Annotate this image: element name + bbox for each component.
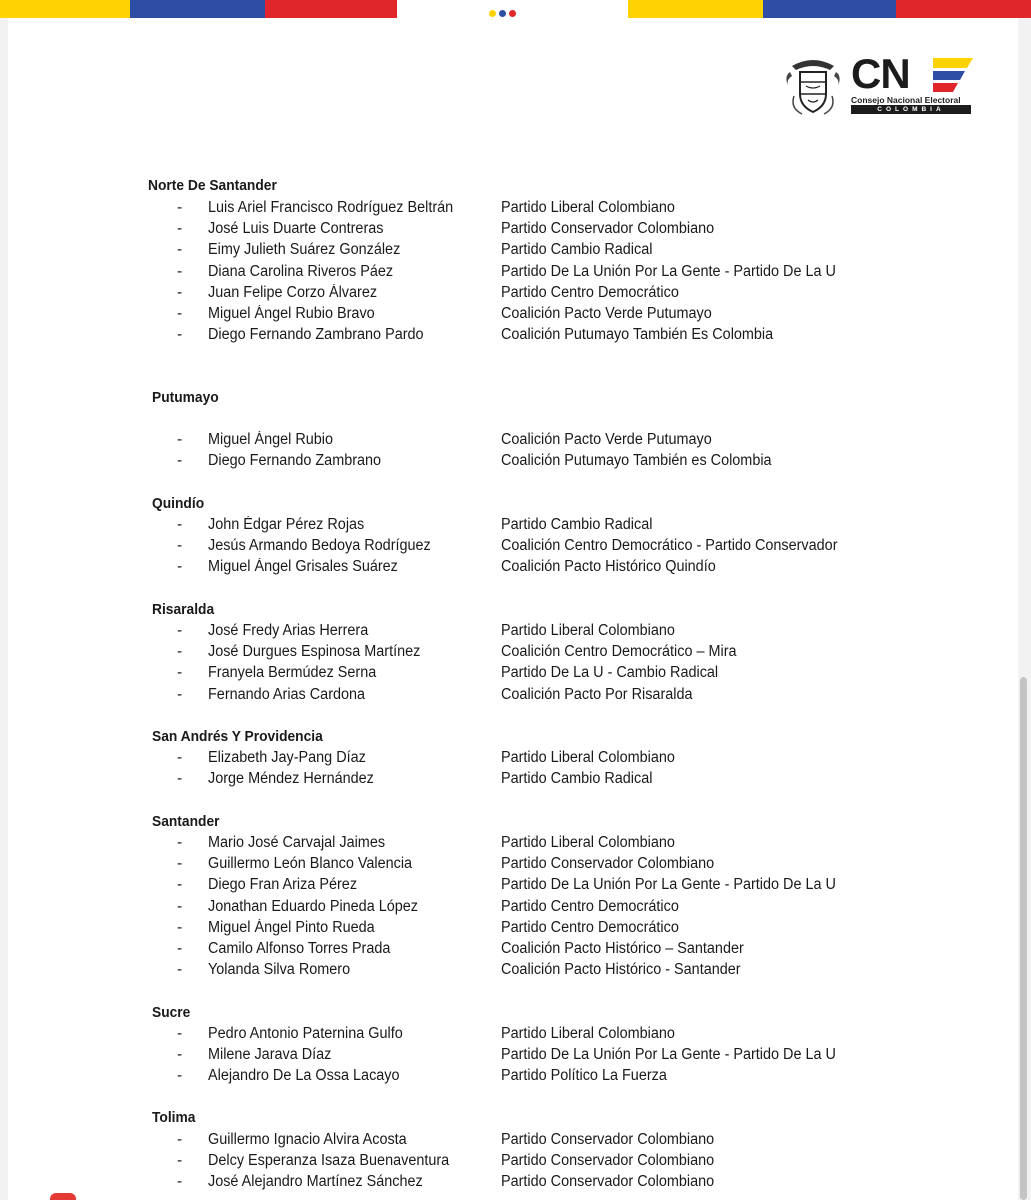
list-item (0, 263, 1031, 284)
list-dash: - (177, 516, 183, 533)
delegate-party: Partido Cambio Radical (501, 770, 653, 788)
list-dash: - (177, 685, 183, 703)
list-item (0, 431, 1031, 452)
list-item (0, 834, 1031, 855)
cne-logo (782, 50, 982, 118)
delegate-name: Elizabeth Jay-Pang Díaz (208, 749, 366, 766)
logo-country: COLOMBIA (851, 105, 971, 114)
delegate-party: Coalición Pacto Histórico - Santander (501, 961, 741, 979)
list-item (0, 1173, 1031, 1194)
delegate-party: Partido Conservador Colombiano (501, 220, 715, 238)
delegate-name: Jesús Armando Bedoya Rodríguez (208, 537, 431, 555)
dot-red (509, 10, 516, 17)
list-dash: - (177, 876, 183, 894)
delegate-name: Jonathan Eduardo Pineda López (208, 897, 418, 915)
band-red-right (896, 0, 1031, 18)
delegate-name: Diego Fernando Zambrano (208, 452, 382, 470)
delegate-party: Partido Liberal Colombiano (501, 749, 675, 766)
list-dash: - (177, 961, 183, 979)
delegate-name: José Alejandro Martínez Sánchez (208, 1173, 423, 1191)
list-item (0, 749, 1031, 770)
list-item (0, 770, 1031, 791)
list-dash: - (177, 262, 183, 280)
delegate-name: Diego Fernando Zambrano Pardo (208, 326, 424, 344)
band-yellow-left (0, 0, 130, 18)
delegate-party: Coalición Pacto Verde Putumayo (501, 431, 712, 448)
delegate-name: Fernando Arias Cardona (208, 685, 366, 703)
delegate-party: Partido De La Unión Por La Gente - Partido De La U (501, 262, 836, 280)
delegate-party: Partido Centro Democrático (501, 897, 679, 915)
list-dash: - (177, 305, 183, 322)
region-heading: Tolima (152, 1109, 196, 1126)
list-dash: - (177, 855, 183, 873)
delegate-name: Camilo Alfonso Torres Prada (208, 940, 391, 957)
list-item (0, 284, 1031, 305)
list-dash: - (177, 1173, 183, 1191)
delegate-name: Miguel Ángel Rubio (208, 431, 334, 448)
list-dash: - (177, 220, 183, 238)
flag-dots (489, 4, 519, 12)
list-dash: - (177, 1067, 183, 1085)
delegate-name: John Édgar Pérez Rojas (208, 516, 365, 533)
delegate-name: Eimy Julieth Suárez González (208, 241, 401, 259)
region-heading: Risaralda (152, 601, 215, 618)
list-dash: - (177, 940, 183, 957)
region-heading: Quindío (152, 495, 205, 512)
region-heading: Santander (152, 813, 220, 830)
list-item (0, 961, 1031, 982)
delegate-party: Partido Centro Democrático (501, 283, 679, 301)
list-dash: - (177, 431, 183, 448)
delegate-party: Partido De La Unión Por La Gente - Partido De La U (501, 876, 836, 894)
delegate-party: Partido De La U - Cambio Radical (501, 664, 719, 682)
list-item (0, 919, 1031, 940)
list-item (0, 1152, 1031, 1173)
list-dash: - (177, 834, 183, 851)
list-dash: - (177, 452, 183, 470)
dot-blue (499, 10, 506, 17)
list-item (0, 537, 1031, 558)
region-heading: Norte De Santander (148, 177, 277, 194)
list-item (0, 326, 1031, 347)
delegate-party: Partido Cambio Radical (501, 241, 653, 259)
list-dash: - (177, 664, 183, 682)
delegate-party: Partido Político La Fuerza (501, 1067, 667, 1085)
delegate-name: Miguel Ángel Rubio Bravo (208, 305, 375, 322)
delegate-party: Coalición Centro Democrático – Mira (501, 643, 737, 661)
delegate-name: Miguel Ángel Pinto Rueda (208, 918, 375, 936)
list-item (0, 199, 1031, 220)
band-yellow-right (628, 0, 763, 18)
delegate-name: Diego Fran Ariza Pérez (208, 876, 358, 894)
delegate-name: Mario José Carvajal Jaimes (208, 834, 386, 851)
list-item (0, 940, 1031, 961)
list-dash: - (177, 749, 183, 766)
delegate-name: Guillermo Ignacio Alvira Acosta (208, 1131, 407, 1148)
delegate-name: Pedro Antonio Paternina Gulfo (208, 1025, 403, 1042)
list-dash: - (177, 326, 183, 344)
delegate-party: Partido Cambio Radical (501, 516, 653, 533)
list-item (0, 686, 1031, 707)
delegate-party: Partido Liberal Colombiano (501, 1025, 675, 1042)
red-corner-marker (50, 1193, 76, 1200)
list-item (0, 898, 1031, 919)
list-dash: - (177, 1152, 183, 1170)
list-item (0, 1067, 1031, 1088)
region-heading: Putumayo (152, 389, 219, 406)
delegate-name: Yolanda Silva Romero (208, 961, 351, 979)
list-dash: - (177, 622, 183, 639)
delegate-name: José Luis Duarte Contreras (208, 220, 384, 238)
list-item (0, 876, 1031, 897)
list-item (0, 558, 1031, 579)
list-dash: - (177, 558, 183, 576)
band-blue-right (763, 0, 896, 18)
list-item (0, 1025, 1031, 1046)
delegate-party: Coalición Pacto Por Risaralda (501, 685, 693, 703)
delegate-party: Partido De La Unión Por La Gente - Partido De La U (501, 1046, 836, 1064)
delegate-party: Partido Liberal Colombiano (501, 622, 675, 639)
delegate-party: Coalición Pacto Histórico Quindío (501, 558, 716, 576)
delegate-party: Coalición Centro Democrático - Partido Conservador (501, 537, 838, 555)
delegate-party: Partido Conservador Colombiano (501, 855, 715, 873)
band-red-left (265, 0, 397, 18)
delegate-name: Juan Felipe Corzo Álvarez (208, 283, 378, 301)
region-heading: San Andrés Y Providencia (152, 728, 323, 745)
dot-yellow (489, 10, 496, 17)
list-dash: - (177, 1046, 183, 1064)
list-item (0, 516, 1031, 537)
delegate-party: Coalición Pacto Verde Putumayo (501, 305, 712, 322)
delegate-party: Coalición Putumayo También Es Colombia (501, 326, 774, 344)
list-item (0, 220, 1031, 241)
delegate-name: Delcy Esperanza Isaza Buenaventura (208, 1152, 450, 1170)
list-item (0, 1046, 1031, 1067)
delegate-party: Partido Centro Democrático (501, 918, 679, 936)
delegate-name: Diana Carolina Riveros Páez (208, 262, 394, 280)
list-dash: - (177, 918, 183, 936)
delegate-party: Partido Conservador Colombiano (501, 1152, 715, 1170)
list-dash: - (177, 643, 183, 661)
list-item (0, 305, 1031, 326)
list-item (0, 622, 1031, 643)
list-item (0, 241, 1031, 262)
delegate-party: Coalición Pacto Histórico – Santander (501, 940, 744, 957)
list-dash: - (177, 1025, 183, 1042)
delegate-party: Partido Conservador Colombiano (501, 1173, 715, 1191)
list-dash: - (177, 199, 183, 216)
list-item (0, 855, 1031, 876)
delegate-name: Alejandro De La Ossa Lacayo (208, 1067, 400, 1085)
list-dash: - (177, 897, 183, 915)
list-item (0, 452, 1031, 473)
delegate-name: Jorge Méndez Hernández (208, 770, 374, 788)
delegate-name: José Durgues Espinosa Martínez (208, 643, 421, 661)
logo-flag-e-icon (933, 58, 973, 94)
logo-cn-text: CN (851, 50, 910, 97)
delegate-party: Partido Liberal Colombiano (501, 199, 675, 216)
list-dash: - (177, 283, 183, 301)
list-item (0, 1131, 1031, 1152)
delegate-name: Luis Ariel Francisco Rodríguez Beltrán (208, 199, 454, 216)
delegate-name: Franyela Bermúdez Serna (208, 664, 377, 682)
list-dash: - (177, 241, 183, 259)
delegate-name: Miguel Ángel Grisales Suárez (208, 558, 398, 576)
region-heading: Sucre (152, 1004, 191, 1021)
delegate-name: Milene Jarava Díaz (208, 1046, 332, 1064)
list-dash: - (177, 1131, 183, 1148)
list-dash: - (177, 537, 183, 555)
delegate-party: Coalición Putumayo También es Colombia (501, 452, 772, 470)
band-blue-left (130, 0, 265, 18)
delegate-party: Partido Liberal Colombiano (501, 834, 675, 851)
delegate-name: José Fredy Arias Herrera (208, 622, 369, 639)
colombia-coat-of-arms-icon (782, 56, 844, 118)
delegate-name: Guillermo León Blanco Valencia (208, 855, 413, 873)
list-item (0, 643, 1031, 664)
scrollbar-thumb[interactable] (1020, 677, 1027, 1200)
list-item (0, 664, 1031, 685)
logo-subtitle: Consejo Nacional Electoral (851, 95, 961, 105)
delegate-party: Partido Conservador Colombiano (501, 1131, 715, 1148)
list-dash: - (177, 770, 183, 788)
